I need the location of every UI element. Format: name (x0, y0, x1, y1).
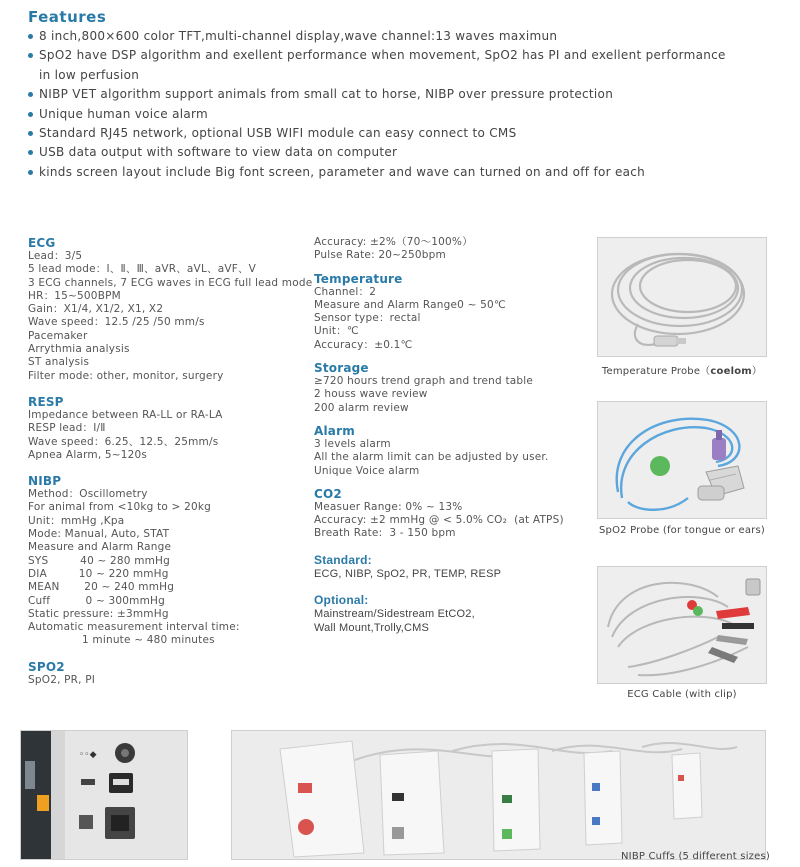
alarm-title: Alarm (314, 423, 355, 438)
feature-item: NIBP VET algorithm support animals from small cat to horse, NIBP over pressure protection (28, 85, 728, 104)
spo2-probe-caption: SpO2 Probe (for tongue or ears) (599, 525, 765, 536)
nibp-line: Static pressure: ±3mmHg (28, 607, 169, 620)
nibp-line: MEAN 20 ~ 240 mmHg (28, 581, 175, 594)
temperature-line: Sensor type：rectal (314, 312, 421, 325)
spec-column-left (28, 236, 318, 687)
nibp-cuffs-caption: NIBP Cuffs (5 different sizes) (621, 851, 770, 862)
device-ports-photo (20, 730, 188, 860)
nibp-line: Measure and Alarm Range (28, 541, 172, 554)
ecg-specs (28, 250, 318, 383)
resp-line: Impedance between RA-LL or RA-LA (28, 408, 223, 421)
alarm-line: Unique Voice alarm (314, 464, 420, 477)
resp-line: RESP lead：Ⅰ/Ⅱ (28, 422, 106, 435)
feature-item: USB data output with software to view data on computer (28, 143, 728, 162)
ecg-line: Pacemaker (28, 329, 88, 342)
ecg-line: HR：15~500BPM (28, 289, 121, 302)
alarm-line: 3 levels alarm (314, 437, 391, 450)
co2-line: Accuracy: ±2 mmHg @ < 5.0% CO₂ (at ATPS) (314, 514, 564, 527)
spo2-line: SpO2, PR, PI (28, 673, 96, 686)
co2-line: Measuer Range: 0% ~ 13% (314, 500, 463, 513)
nibp-title: NIBP (28, 474, 62, 489)
temperature-line: Accuracy：±0.1℃ (314, 338, 413, 351)
resp-specs (28, 409, 318, 462)
ecg-line: ST analysis (28, 356, 90, 369)
feature-item: 8 inch,800×600 color TFT,multi-channel display,wave channel:13 waves maximun (28, 27, 728, 46)
nibp-specs (28, 488, 318, 648)
spo2-cont-line: Pulse Rate: 20~250bpm (314, 249, 446, 262)
features-list (28, 27, 728, 182)
svg-text:◦◦◆: ◦◦◆ (79, 750, 97, 760)
temperature-title: Temperature (314, 271, 403, 286)
optional-line: Mainstream/Sidestream EtCO2, (314, 607, 475, 620)
ecg-cable-caption: ECG Cable (with clip) (627, 689, 737, 700)
nibp-line: For animal from <10kg to > 20kg (28, 501, 212, 514)
storage-line: 2 houss wave review (314, 388, 428, 401)
standard-title: Standard: (314, 552, 372, 567)
nibp-line: Unit：mmHg ,Kpa (28, 514, 125, 527)
resp-line: Wave speed：6.25、12.5、25mm/s (28, 435, 219, 448)
feature-item: Unique human voice alarm (28, 105, 728, 124)
optional-line: Wall Mount,Trolly,CMS (314, 621, 430, 634)
storage-title: Storage (314, 361, 369, 376)
nibp-interval-value: 1 minute ~ 480 minutes (82, 634, 215, 647)
storage-line: ≥720 hours trend graph and trend table (314, 375, 534, 388)
feature-item: SpO2 have DSP algorithm and exellent performance when movement, SpO2 has PI and exellent performance in low perfusion (28, 46, 728, 85)
storage-line: 200 alarm review (314, 401, 409, 414)
spo2-cont-line: Accuracy: ±2%（70～100%） (314, 236, 473, 248)
co2-title: CO2 (314, 486, 342, 501)
resp-line: Apnea Alarm, 5~120s (28, 448, 148, 461)
nibp-line: Method：Oscillometry (28, 488, 148, 501)
ecg-line: 5 lead mode：Ⅰ、Ⅱ、Ⅲ、aVR、aVL、aVF、V (28, 263, 257, 276)
ecg-title: ECG (28, 236, 56, 250)
ecg-line: Wave speed：12.5 /25 /50 mm/s (28, 316, 205, 329)
spec-column-middle (314, 236, 594, 635)
ecg-line: Arrythmia analysis (28, 343, 130, 356)
standard-line: ECG, NIBP, SpO2, PR, TEMP, RESP (314, 567, 502, 580)
spo2-title: SPO2 (28, 659, 65, 674)
nibp-line: Mode: Manual, Auto, STAT (28, 528, 170, 541)
ecg-cable-photo (597, 566, 767, 684)
temperature-probe-photo (597, 237, 767, 357)
feature-item: kinds screen layout include Big font screen, parameter and wave can turned on and off for each (28, 163, 728, 182)
temperature-line: Measure and Alarm Range0 ~ 50℃ (314, 298, 506, 311)
ecg-line: Lead：3/5 (28, 250, 83, 262)
nibp-cuffs-photo (231, 730, 766, 860)
alarm-line: All the alarm limit can be adjusted by user. (314, 451, 549, 464)
resp-title: RESP (28, 394, 64, 409)
ecg-line: Gain：X1/4, X1/2, X1, X2 (28, 303, 164, 316)
co2-line: Breath Rate: 3 - 150 bpm (314, 527, 456, 540)
nibp-line: Automatic measurement interval time: (28, 621, 240, 634)
nibp-line: SYS 40 ~ 280 mmHg (28, 554, 171, 567)
feature-item: Standard RJ45 network, optional USB WIFI module can easy connect to CMS (28, 124, 728, 143)
temperature-line: Channel：2 (314, 285, 377, 298)
temperature-probe-caption: Temperature Probe（coelom） (601, 366, 763, 377)
features-title: Features (28, 8, 107, 26)
nibp-line: Cuff 0 ~ 300mmHg (28, 594, 165, 607)
optional-title: Optional: (314, 592, 369, 607)
ecg-line: 3 ECG channels, 7 ECG waves in ECG full lead mode (28, 276, 313, 289)
ecg-line: Filter mode: other, monitor, surgery (28, 369, 224, 382)
temperature-line: Unit：℃ (314, 325, 359, 338)
nibp-line: DIA 10 ~ 220 mmHg (28, 567, 169, 580)
spo2-probe-photo (597, 401, 767, 519)
